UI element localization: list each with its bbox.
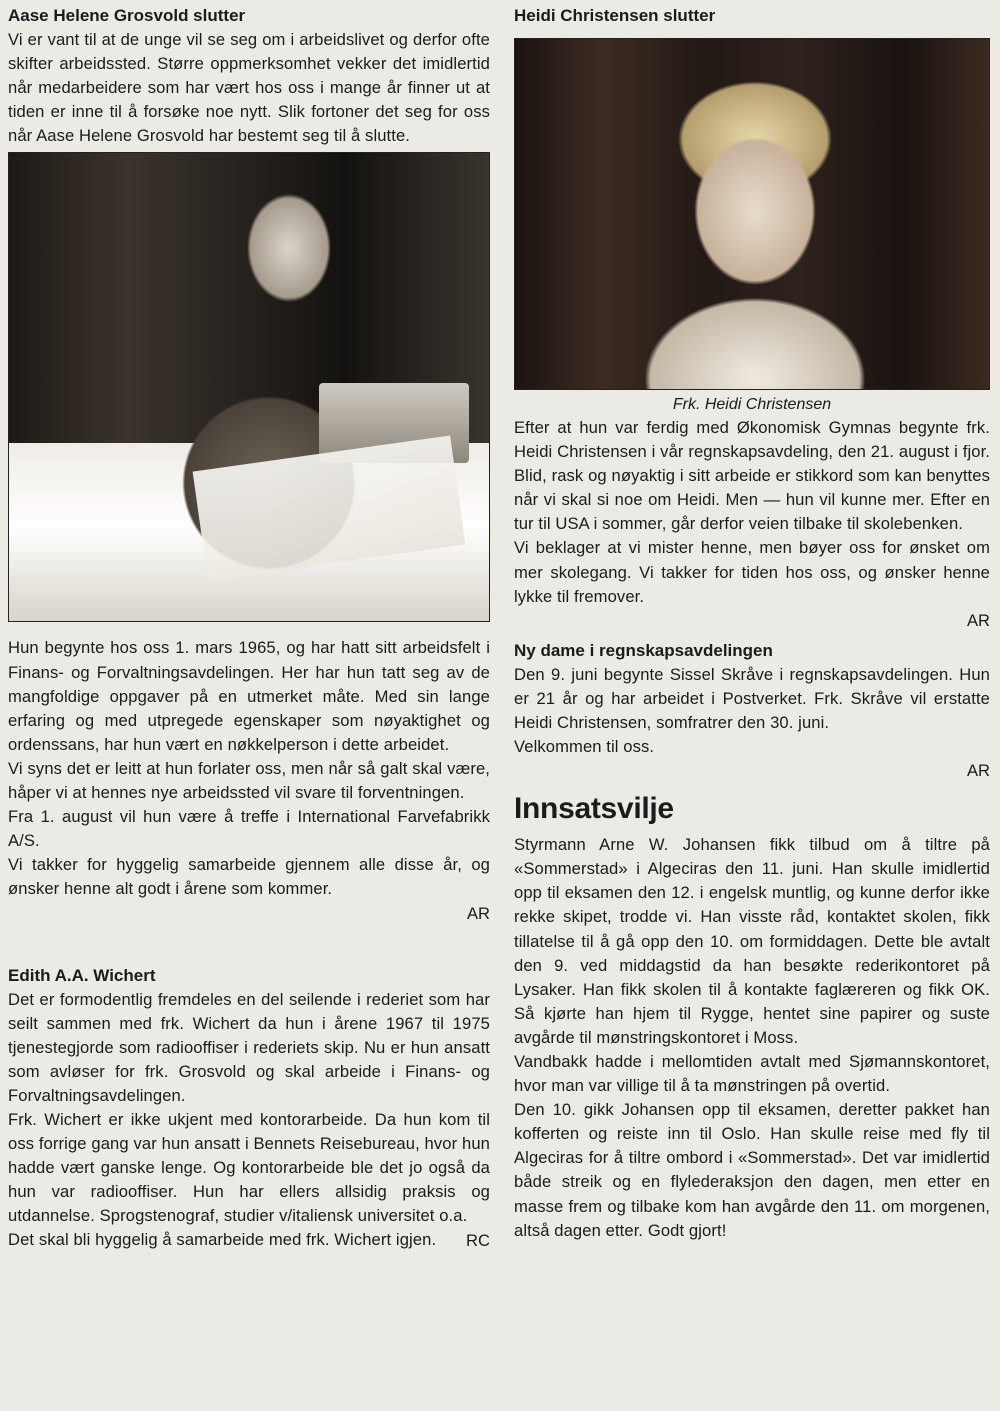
article-paragraph: Vi syns det er leitt at hun forlater oss, men når så galt skal være, håper vi at hennes nye arbeidssted vil svare til forventningen. — [8, 758, 490, 803]
article-christensen — [514, 4, 990, 633]
article-paragraph: Det skal bli hyggelig å samarbeide med frk. Wichert igjen. — [8, 1230, 437, 1250]
author-signature: AR — [966, 610, 990, 630]
article-paragraph: Fra 1. august vil hun være å treffe i International Farvefabrikk A/S. — [8, 807, 490, 851]
article-title: Aase Helene Grosvold slutter — [8, 6, 246, 25]
article-new-employee — [514, 639, 990, 783]
photo-caption: Frk. Heidi Christensen — [672, 396, 832, 413]
office-photo — [8, 152, 490, 622]
article-paragraph: Vandbakk hadde i mellomtiden avtalt med Sjømannskontoret, hvor man var villige til å ta mønstringen på overtid. — [514, 1051, 990, 1096]
section-heading: Innsatsvilje — [514, 792, 674, 826]
portrait-photo — [514, 38, 990, 390]
article-title: Edith A.A. Wichert — [8, 965, 156, 985]
article-title: Heidi Christensen slutter — [514, 6, 716, 25]
article-intro: Vi er vant til at de unge vil se seg om i arbeidslivet og derfor ofte skifter arbeidssted. Større oppmerksomhet vekker det imidlertid når medarbeidere som har vært hos oss i mange år finner ut at tiden er inne til å forsøke noe nytt. Slik fortoner det seg for oss når Aase Helene Grosvold har bestemt seg til å slutte. — [8, 30, 490, 146]
article-paragraph: Frk. Wichert er ikke ukjent med kontorarbeide. Da hun kom til oss forrige gang var hun ansatt i Bennets Reisebureau, hvor hun hadde vært ganske lenge. Og kontorarbeide ble det jo også da hun var radiooffiser. Hun har ellers allsidig praksis og utdannelse. Sprogstenograf, studier v/italiensk universitet o.a. — [8, 1109, 490, 1226]
article-paragraph: Den 10. gikk Johansen opp til eksamen, deretter pakket han kofferten og reiste inn til Oslo. Han skulle reise med fly til Algeciras for å tiltre ombord i «Sommerstad». Det var imidlertid både streik og en flylederaksjon den dagen, men etter en masse frem og tilbake kom han avgårde den 11. om morgenen, altså dagen etter. Godt gjort! — [514, 1100, 990, 1240]
article-grosvold — [8, 4, 490, 926]
author-signature: AR — [466, 903, 490, 923]
left-column — [8, 0, 490, 1253]
author-signature: AR — [966, 761, 990, 781]
article-paragraph: Velkommen til oss. — [514, 737, 655, 757]
desk-papers-shape — [193, 436, 466, 581]
article-wichert — [8, 964, 490, 1253]
article-paragraph: Styrmann Arne W. Johansen fikk tilbud om å tiltre på «Sommerstad» i Algeciras den 11. juni. Han skulle imidlertid opp til eksamen den 12. i engelsk muntlig, og kunne derfor ikke rekke skipet, trodde vi. Han visste råd, kontaktet skolen, fikk tillatelse til å gå opp den 10. om formiddagen. Dette ble avtalt den 9. ved middagstid da han besøkte rederikontoret på Lysaker. Han fikk skolen til å kontakte faglæreren og fikk OK. Så kjørte han hjem til Rygge, hentet sine papirer og suste avgårde til mønstringskontoret i Moss. — [514, 835, 990, 1047]
right-column — [514, 0, 990, 1243]
article-paragraph: Vi takker for hyggelig samarbeide gjennem alle disse år, og ønsker henne alt godt i årene som kommer. — [8, 855, 490, 899]
article-paragraph: Efter at hun var ferdig med Økonomisk Gymnas begynte frk. Heidi Christensen i vår regnskapsavdeling, den 21. august i fjor. Blid, rask og nøyaktig i sitt arbeide er stikkord som kan benyttes når vi skal si noe om Heidi. Men — hun vil kunne mer. Efter en tur til USA i sommer, går derfor veien tilbake til skolebenken. — [514, 418, 990, 534]
article-paragraph: Vi beklager at vi mister henne, men bøyer oss for ønsket om mer skolegang. Vi takker for tiden hos oss, og ønsker henne lykke til fremover. — [514, 538, 990, 606]
article-paragraph: Det er formodentlig fremdeles en del seilende i rederiet som har seilt sammen med frk. Wichert da hun i årene 1967 til 1975 tjenestegjorde som radiooffiser i rederiets skip. Nu er hun ansatt som avløser for frk. Grosvold og skal arbeide i Finans- og Forvaltningsavdelingen. — [8, 989, 490, 1105]
article-innsatsvilje — [514, 789, 990, 1243]
article-paragraph: Hun begynte hos oss 1. mars 1965, og har hatt sitt arbeidsfelt i Finans- og Forvaltningsavdelingen. Her har hun tatt seg av de mangfoldige oppgaver på en utmerket måte. Med sin lange erfaring og med utpregede egenskaper som nøyaktighet og ordenssans, har hun vært en nøkkelperson i dette arbeidet. — [8, 638, 490, 754]
article-paragraph: Den 9. juni begynte Sissel Skråve i regnskapsavdelingen. Hun er 21 år og har arbeidet i Postverket. Frk. Skråve vil erstatte Heidi Christensen, somfratrer den 30. juni. — [514, 664, 990, 732]
author-signature: RC — [466, 1230, 490, 1250]
article-title: Ny dame i regnskapsavdelingen — [514, 640, 773, 660]
